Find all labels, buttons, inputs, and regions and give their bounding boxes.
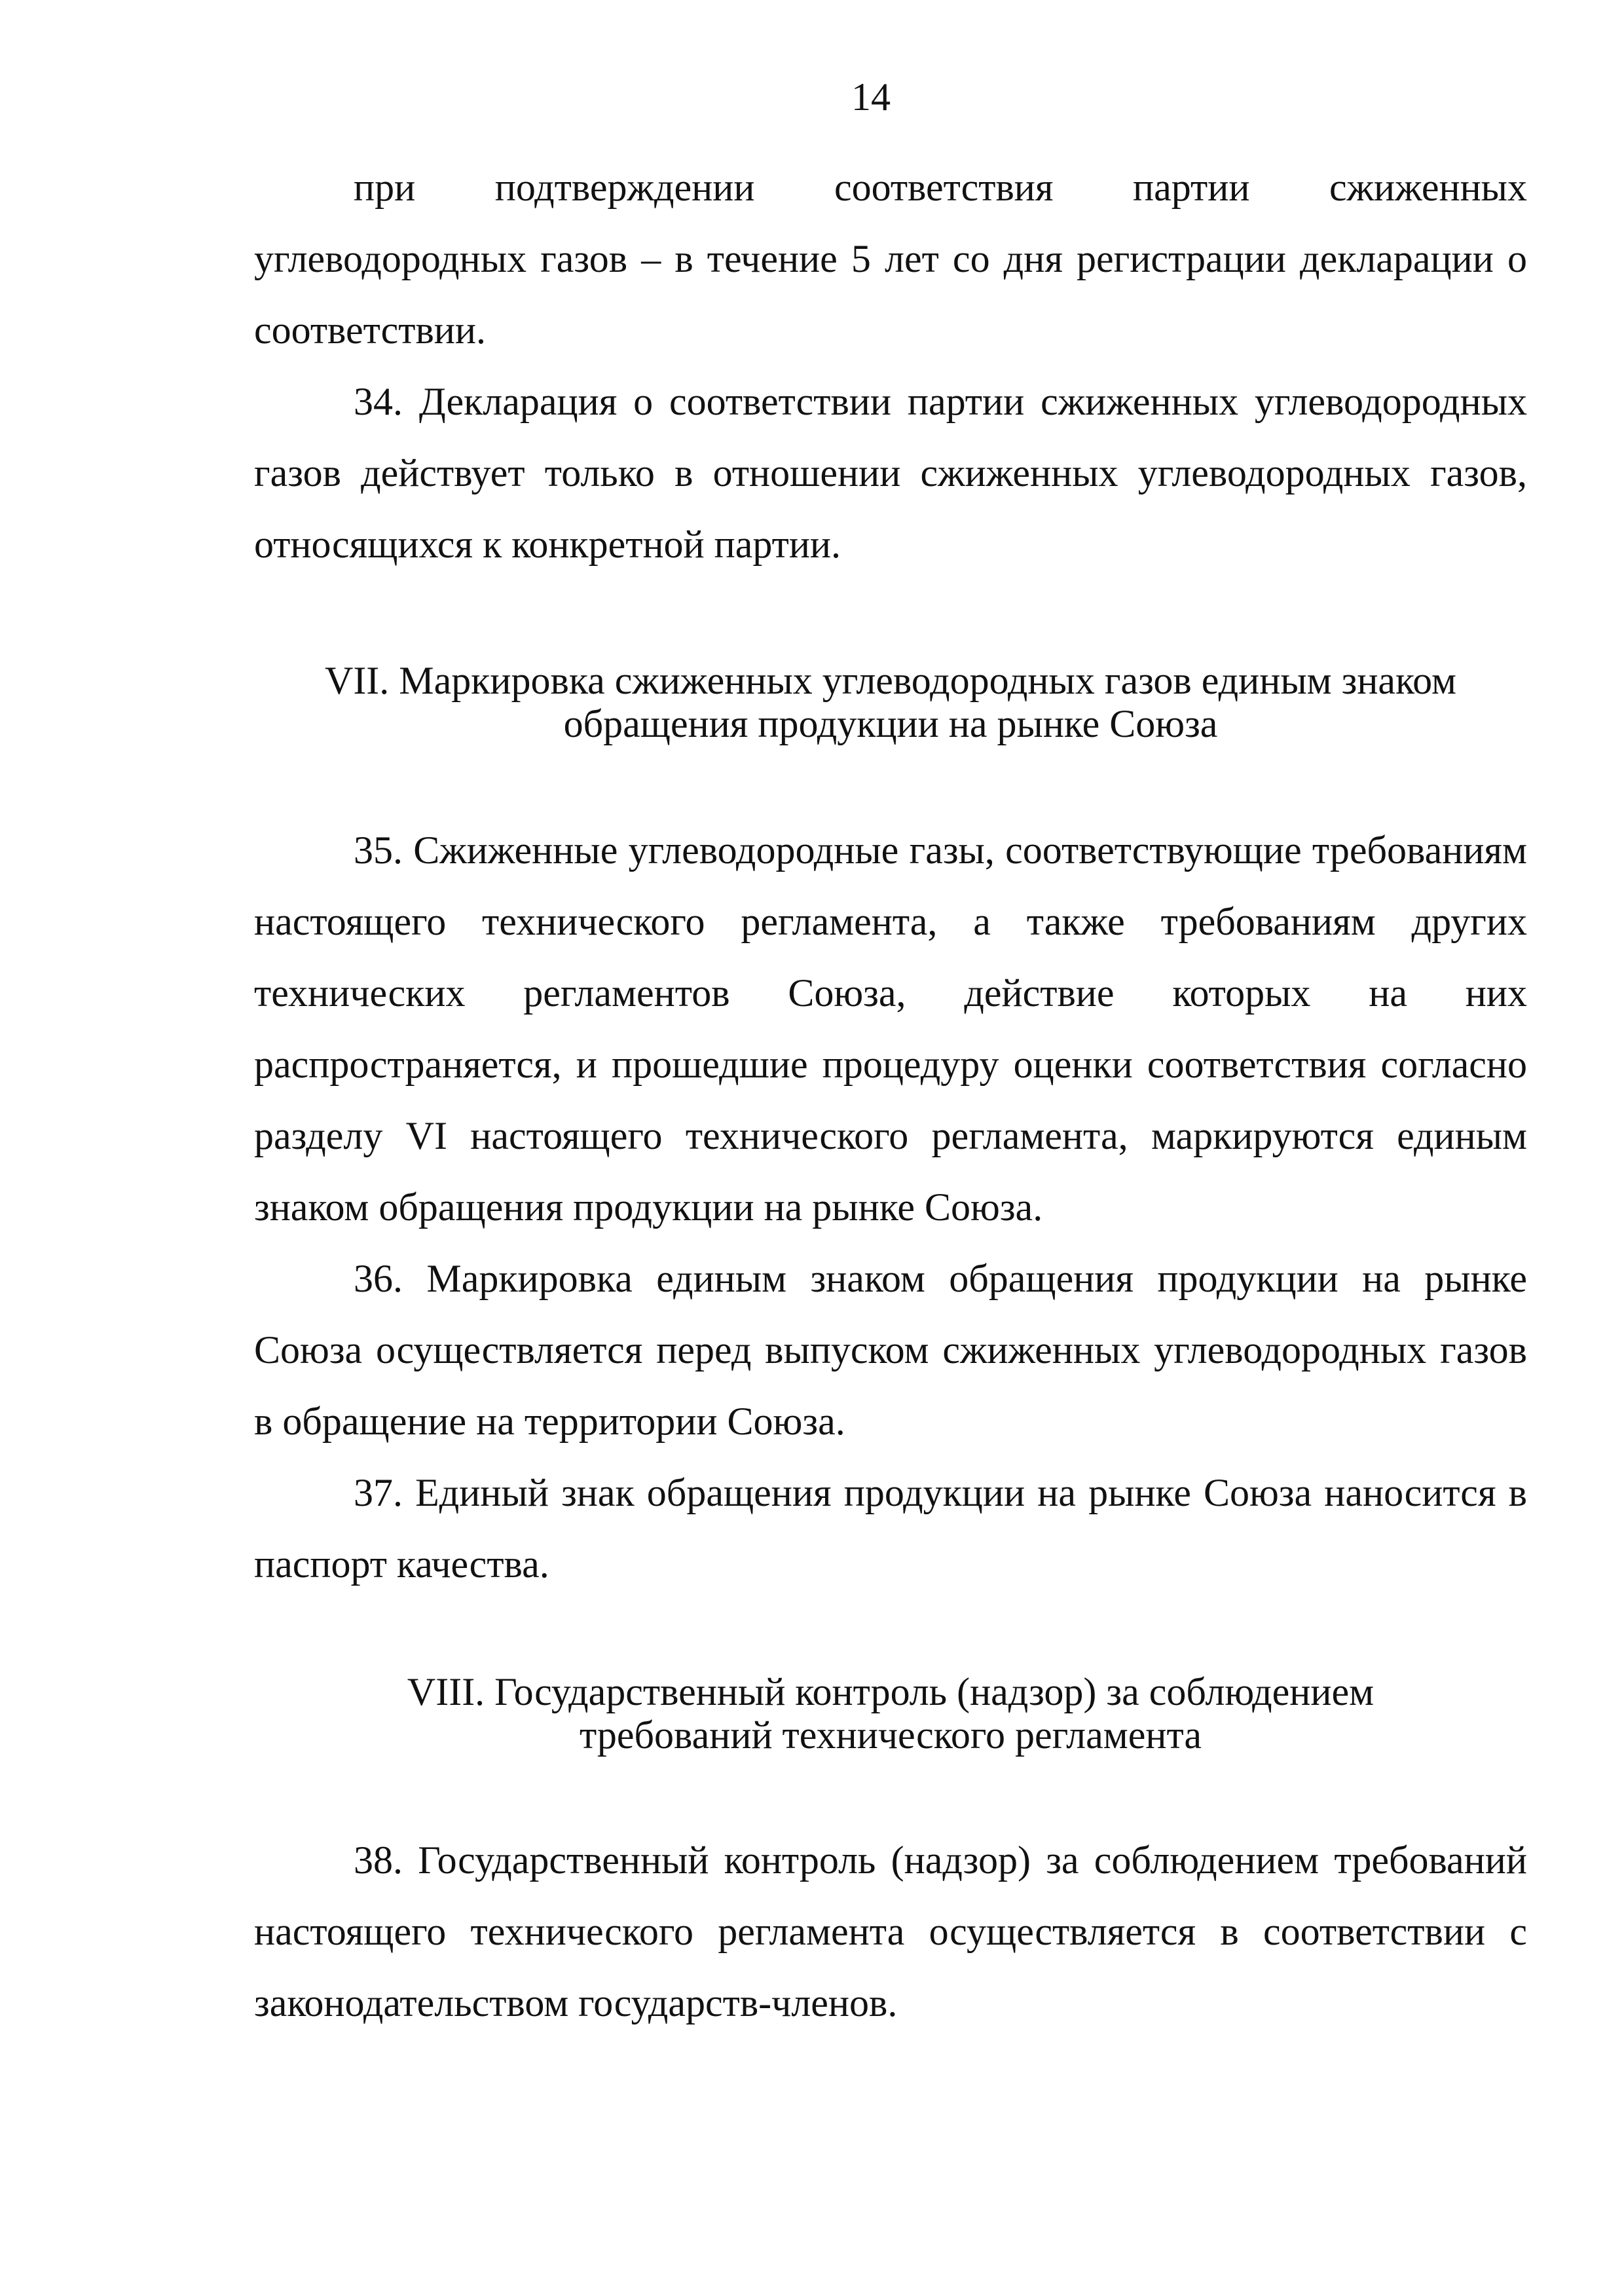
section-heading-viii-line2: требований технического регламента [579,1713,1202,1757]
section-heading-viii [254,1670,1527,1757]
section-heading-vii-line2: обращения продукции на рынке Союза [563,702,1218,745]
text-block-2 [254,815,1527,1600]
paragraph-38: 38. Государственный контроль (надзор) за соблюдением требований настоящего технического регламента осуществляется в соответствии с законодательством государств-членов. [254,1838,1527,2024]
paragraph-continuation: при подтверждении соответствия партии сжиженных углеводородных газов – в течение 5 лет со дня регистрации декларации о соответствии. [254,166,1527,352]
paragraph-35: 35. Сжиженные углеводородные газы, соответствующие требованиям настоящего технического регламента, а также требованиям других технических регламентов Союза, действие которых на них распространяется, и прошедшие процедуру оценки соответствия согласно разделу VI настоящего технического регламента, маркируются единым знаком обращения продукции на рынке Союза. [254,829,1527,1229]
text-block-1 [254,152,1527,580]
text-block-3 [254,1825,1527,2039]
page-number: 14 [851,75,891,119]
section-heading-vii-line1: VII. Маркировка сжиженных углеводородных газов единым знаком [325,659,1456,702]
section-heading-vii [254,659,1527,745]
section-heading-viii-line1: VIII. Государственный контроль (надзор) за соблюдением [407,1670,1375,1713]
paragraph-36: 36. Маркировка единым знаком обращения продукции на рынке Союза осуществляется перед выпуском сжиженных углеводородных газов в обращение на территории Союза. [254,1257,1527,1443]
paragraph-37: 37. Единый знак обращения продукции на рынке Союза наносится в паспорт качества. [254,1471,1527,1586]
paragraph-34: 34. Декларация о соответствии партии сжиженных углеводородных газов действует только в отношении сжиженных углеводородных газов, относящихся к конкретной партии. [254,380,1527,566]
